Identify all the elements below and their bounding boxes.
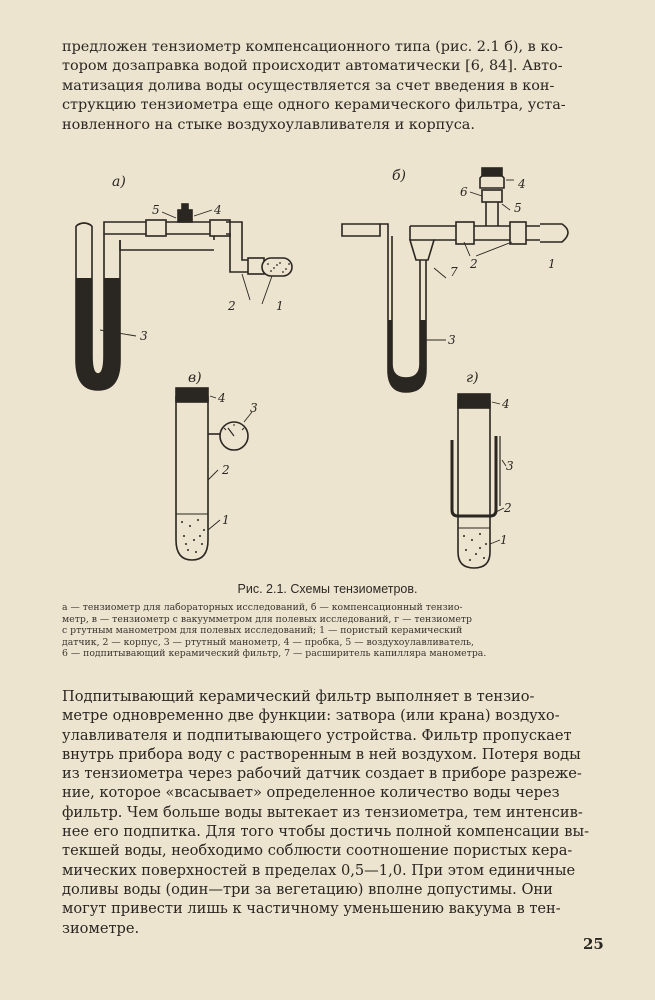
callout-b-1: 1 [548,257,556,271]
diagram-g [452,394,506,568]
callout-g-3: 3 [506,459,514,473]
legend-line: с ртутным манометром для полевых исследований; 1 — пористый керамический [62,625,463,637]
legend-line: датчик, 2 — корпус, 3 — ртутный манометр, 4 — пробка, 5 — воздухоулавливатель, [62,636,475,648]
text-line: фильтр. Чем больше воды вытекает из тензиометра, тем интенсив- [62,803,583,821]
figure-caption: Рис. 2.1. Схемы тензиометров. [237,582,418,596]
callout-b-4: 4 [518,177,526,191]
text-line: Подпитывающий керамический фильтр выполняет в тензио- [62,688,535,705]
callout-g-4: 4 [502,397,510,411]
top-paragraph [62,38,607,135]
text-line: новленного на стыке воздухоулавливателя и корпуса. [62,116,475,133]
callout-v-3: 3 [250,401,258,415]
text-line: струкцию тензиометра еще одного керамического фильтра, уста- [62,97,566,114]
callout-b-6: 6 [460,185,468,199]
text-line: ние, которое «всасывает» определенное количество воды через [62,784,560,802]
callout-b-3: 3 [448,333,456,347]
callout-b-2: 2 [470,257,478,271]
text-line: нее его подпитка. Для того чтобы достичь полной компенсации вы- [62,823,590,841]
callout-a-2: 2 [228,299,236,313]
legend-line: метр, в — тензиометр с вакуумметром для полевых исследований, г — тензиометр [62,613,472,625]
text-line: предложен тензиометр компенсационного типа (рис. 2.1 б), в ко- [62,39,563,55]
diagram-v [176,388,252,560]
callout-a-5: 5 [152,203,160,217]
text-line: матизация долива воды осуществляется за счет введения в кон- [62,77,555,94]
text-line: внутрь прибора воду с растворенным в ней воздухом. Потеря воды [62,745,581,763]
callout-g-2: 2 [504,501,512,515]
text-line: зиометре. [62,919,140,937]
text-line: текшей воды, необходимо соблюсти соотношение пористых кера- [62,842,573,860]
callout-b-7: 7 [450,265,458,279]
panel-label-a: а) [112,174,126,190]
callout-v-2: 2 [222,463,230,477]
text-line: тором дозаправка водой происходит автоматически [6, 84]. Авто- [62,58,563,75]
text-line: доливы воды (один—три за вегетацию) вполне допустимы. Они [62,880,553,898]
text-line: могут привести лишь к частичному уменьшению вакуума в тен- [62,900,561,918]
callout-v-1: 1 [222,513,230,527]
callout-a-3: 3 [140,329,148,343]
text-line: мических поверхностей в пределах 0,5—1,0. При этом единичные [62,861,576,879]
callout-b-5: 5 [514,201,522,215]
panel-label-b: б) [392,168,407,184]
tensiometer-figure [0,160,655,580]
panel-label-v: в) [188,370,202,386]
callout-v-4: 4 [218,391,226,405]
page-number: 25 [583,935,604,953]
text-line: из тензиометра через рабочий датчик создает в приборе разреже- [62,765,582,783]
callout-a-1: 1 [276,299,284,313]
diagram-b [342,168,568,392]
panel-label-g: г) [466,370,479,386]
callout-a-4: 4 [214,203,222,217]
legend-line: 6 — подпитывающий керамический фильтр, 7 — расширитель капилляра манометра. [62,648,487,660]
figure-legend [62,602,570,660]
text-line: улавливателя и подпитывающего устройства. Фильтр пропускает [62,726,572,744]
bottom-paragraph [62,687,607,938]
diagram-a [76,204,292,390]
callout-g-1: 1 [500,533,508,547]
legend-line: а — тензиометр для лабораторных исследований, б — компенсационный тензио- [62,602,463,613]
text-line: метре одновременно две функции: затвора (или крана) воздухо- [62,707,560,725]
